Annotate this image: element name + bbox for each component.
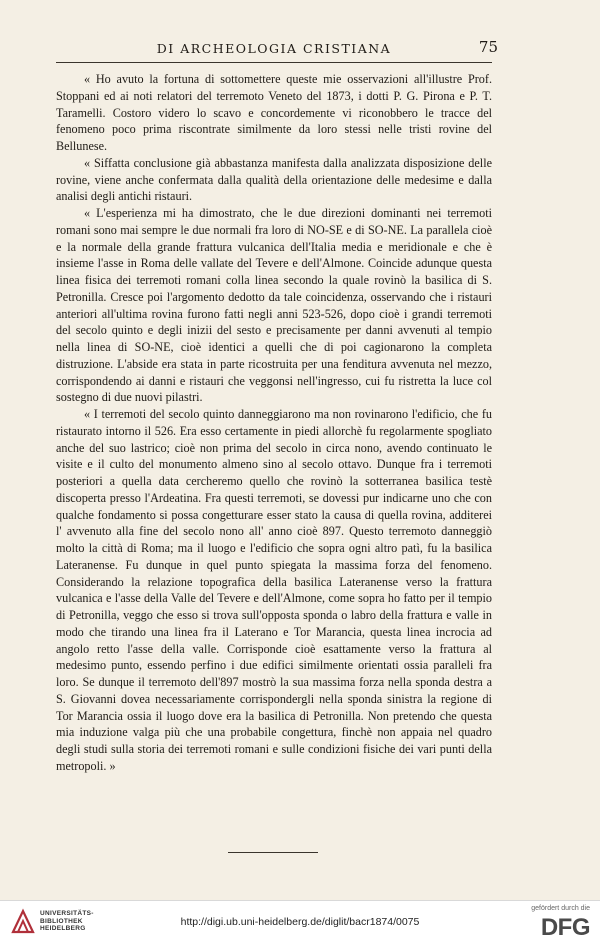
paragraph: « L'esperienza mi ha dimostrato, che le due direzioni dominanti nei terremoti romani sono mai sempre le due normali fra loro di NO-SE e di SO-NE. La parallela cioè e la normale della grande frattura vulcanica dell'Italia media e meridionale e che è insieme l'asse in Roma delle vallate del Tevere e dell'Almone. Coincide adunque questa linea fisica dei terremoti romani colla linea secondo la quale rovinò la basilica di S. Petronilla. Cresce poi l'argomento dedotto da tale coincidenza, osservando che i ristauri anteriori all'ultima rovina furono fatti negli anni 523-526, dopo cioè i grandi terremoti del secolo quinto e degli inizii del sesto e precisamente per danni avvenuti al tempio nella linea di SO-NE, cioè identici a quelli che di poi cagionarono la completa distruzione. L'abside era stata in parte ricostruita per una fenditura avvenuta nel mezzo, corrispondendo ai danni e ristauri che veggonsi nell'ingresso, cui fu ristretta la luce col sostegno di due nuovi pilastri. xyxy=(56,206,492,405)
digitization-footer xyxy=(0,900,600,944)
paragraph: « I terremoti del secolo quinto danneggiarono ma non rovinarono l'edificio, che fu ristaurato intorno il 526. Era esso certamente in piedi allorchè fu regolarmente spogliato anche del suo lastrico; cioè non prima del secolo in circa nono, avendo continuato le visite e il culto del monumento almeno sino al secolo ottavo. Dunque fra i terremoti posteriori a quella data cercheremo quello che rovinò la sotterranea basilica testè discoperta presso l'Ardeatina. Fra questi terremoti, se dovessi pur indicarne uno che con qualche fondamento si possa congetturare esser stato la causa di quella rovina, additerei l' avvenuto alla fine del secolo nono all' anno cioè 897. Questo terremoto danneggiò molto la città di Roma; ma il luogo e l'edificio che sopra ogni altro patì, fu la basilica Lateranense. Fu dunque in quel punto spiegata la massima forza del fenomeno. Considerando la relazione topografica della basilica Lateranense verso la frattura vulcanica e l'asse della Valle del Tevere e dell'Almone, come sopra ho fatto per il tempio di Petronilla, veggo che esso si trova sull'opposta sponda o labro della frattura e valle in modo che tirando una linea fra il Laterano e Tor Marancia, questa linea incrocia ad angolo retto l'asse della valle. Corrisponde cioè esattamente verso la frattura al medesimo punto, essendo perfino i due edifici similmente orientati ossia paralleli fra loro. Se dunque il terremoto dell'897 mostrò la sua massima forza nella sponda destra a S. Giovanni dovea necessariamente corrispondergli nella sponda sinistra la regione di Tor Marancia ossia il luogo dove era la basilica di Petronilla. Non pretendo che questa mia induzione valga più che una probabile congettura, finchè non appaia nel quadro degli studi sulla storia dei terremoti romani e sulle condizioni fisiche dei vari punti della metropoli. » xyxy=(56,407,492,773)
library-name-line: BIBLIOTHEK xyxy=(40,917,83,925)
running-header xyxy=(56,38,498,58)
paragraph: « Siffatta conclusione già abbastanza manifesta dalla analizzata disposizione delle rovine, viene anche confermata dalla qualità della orientazione delle medesime e dalla analisi degli antichi ristauri. xyxy=(56,155,492,204)
funder-label: gefördert durch die xyxy=(531,905,590,912)
library-name-line: UNIVERSITÄTS- xyxy=(40,910,94,917)
library-name-line: HEIDELBERG xyxy=(40,925,86,932)
header-title: DI ARCHEOLOGIA CRISTIANA xyxy=(156,41,392,56)
dfg-logo: DFG xyxy=(540,914,590,941)
end-rule xyxy=(228,852,318,853)
source-url-link[interactable]: http://digi.ub.uni-heidelberg.de/diglit/bacr1874/0075 xyxy=(180,916,420,928)
body-text xyxy=(56,71,492,775)
header-rule xyxy=(56,62,492,63)
page-number: 75 xyxy=(478,38,498,56)
paragraph: « Ho avuto la fortuna di sottomettere queste mie osservazioni all'illustre Prof. Stoppani ed ai noti relatori del terremoto Veneto del 1873, i dotti P. G. Pirona e P. T. Taramelli. Costoro videro lo scavo e concordemente vi riconobbero le tracce del fenomeno poco prima riscontrate similmente da loro stessi nelle tristi rovine del Bellunese. xyxy=(56,72,492,153)
